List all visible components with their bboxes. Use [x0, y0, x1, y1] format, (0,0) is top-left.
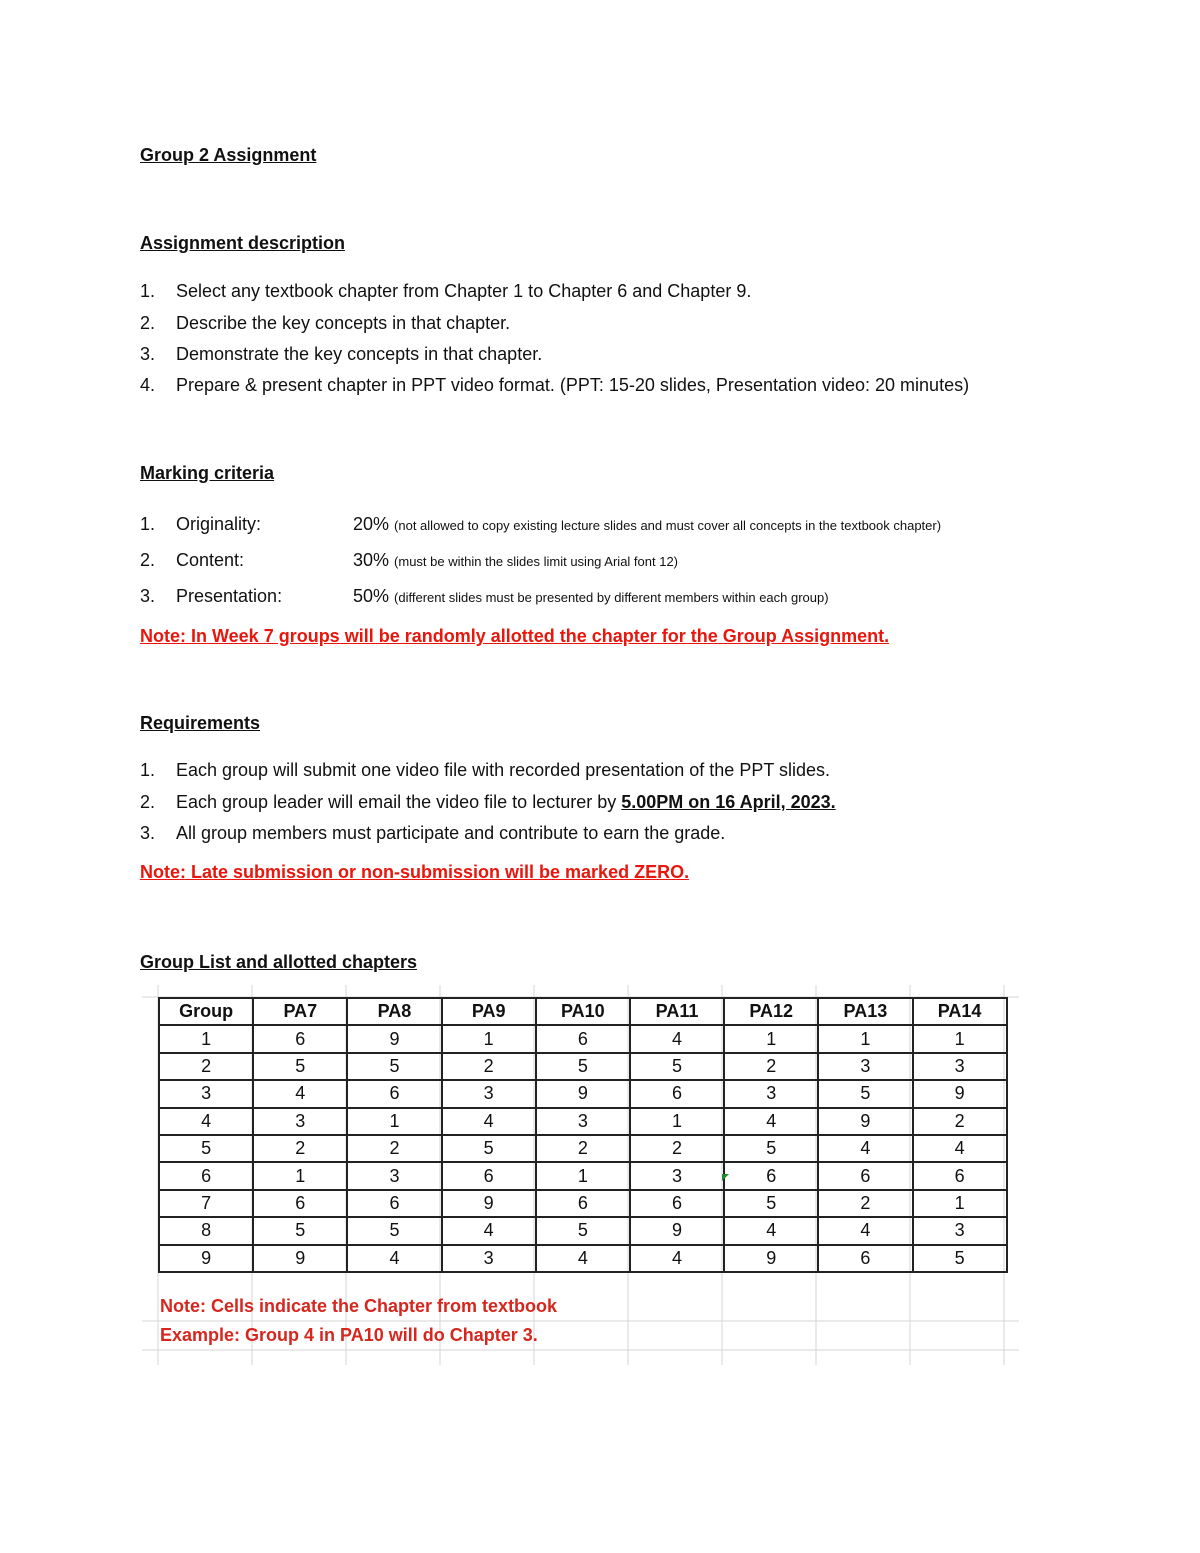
chapter-cell: 9: [630, 1217, 724, 1244]
chapter-cell: 4: [724, 1108, 818, 1135]
chapter-cell: 6: [347, 1190, 441, 1217]
column-header: Group: [159, 998, 253, 1025]
chapter-cell: 1: [442, 1025, 536, 1052]
chapter-cell: 5: [253, 1217, 347, 1244]
chapter-cell: 3: [724, 1080, 818, 1107]
column-header: PA7: [253, 998, 347, 1025]
chapter-allocation-table: [158, 997, 1008, 1273]
chapter-cell: 1: [913, 1190, 1007, 1217]
chapter-cell: 5: [347, 1217, 441, 1244]
group-number-cell: 4: [159, 1108, 253, 1135]
group-number-cell: 6: [159, 1162, 253, 1189]
chapter-cell: 5: [253, 1053, 347, 1080]
chapter-cell: 6: [536, 1025, 630, 1052]
table-header-row: [159, 998, 1007, 1025]
criterion-content: 2. Content: 30% (must be within the slides limit using Arial font 12): [140, 550, 679, 570]
document-title: Group 2 Assignment: [140, 145, 317, 165]
chapter-cell: 4: [347, 1245, 441, 1272]
group-number-cell: 7: [159, 1190, 253, 1217]
sheet-note: Note: Cells indicate the Chapter from textbook: [160, 1296, 558, 1316]
chapter-cell: 4: [253, 1080, 347, 1107]
chapter-cell: 9: [818, 1108, 912, 1135]
chapter-cell: 6: [818, 1162, 912, 1189]
requirement-item: 2. Each group leader will email the video file to lecturer by 5.00PM on 16 April, 2023.: [140, 792, 836, 812]
chapter-cell: 5: [536, 1053, 630, 1080]
chapter-cell: 5: [724, 1190, 818, 1217]
group-number-cell: 9: [159, 1245, 253, 1272]
chapter-cell: 6: [724, 1162, 818, 1189]
chapter-cell: 5: [347, 1053, 441, 1080]
chapter-cell: 3: [442, 1245, 536, 1272]
chapter-cell: 4: [536, 1245, 630, 1272]
chapter-cell: 3: [536, 1108, 630, 1135]
description-item: 3. Demonstrate the key concepts in that chapter.: [140, 344, 543, 364]
group-number-cell: 3: [159, 1080, 253, 1107]
group-number-cell: 5: [159, 1135, 253, 1162]
spreadsheet-snippet: [142, 985, 1019, 1365]
chapter-cell: 5: [442, 1135, 536, 1162]
chapter-cell: 5: [630, 1053, 724, 1080]
marking-note: Note: In Week 7 groups will be randomly allotted the chapter for the Group Assignment.: [140, 626, 890, 646]
criterion-presentation: 3. Presentation: 50% (different slides must be presented by different members within each group): [140, 586, 829, 606]
table-row: [159, 1108, 1007, 1135]
chapter-cell: 6: [347, 1080, 441, 1107]
group-number-cell: 1: [159, 1025, 253, 1052]
table-row: [159, 1080, 1007, 1107]
table-row: [159, 1217, 1007, 1244]
chapter-cell: 2: [253, 1135, 347, 1162]
chapter-cell: 9: [347, 1025, 441, 1052]
chapter-cell: 4: [913, 1135, 1007, 1162]
requirement-item: 3. All group members must participate and contribute to earn the grade.: [140, 823, 726, 843]
chapter-cell: 3: [253, 1108, 347, 1135]
column-header: PA9: [442, 998, 536, 1025]
chapter-cell: 4: [818, 1217, 912, 1244]
cell-comment-marker: [722, 1174, 729, 1181]
table-row: [159, 1135, 1007, 1162]
table-row: [159, 1025, 1007, 1052]
chapter-cell: 3: [347, 1162, 441, 1189]
chapter-cell: 4: [724, 1217, 818, 1244]
description-item: 4. Prepare & present chapter in PPT video format. (PPT: 15-20 slides, Presentation video: 20 minutes): [140, 375, 970, 395]
chapter-cell: 3: [818, 1053, 912, 1080]
chapter-cell: 9: [442, 1190, 536, 1217]
column-header: PA14: [913, 998, 1007, 1025]
table-row: [159, 1053, 1007, 1080]
chapter-cell: 1: [253, 1162, 347, 1189]
chapter-cell: 2: [347, 1135, 441, 1162]
chapter-cell: 1: [536, 1162, 630, 1189]
chapter-cell: 1: [818, 1025, 912, 1052]
criterion-originality: 1. Originality: 20% (not allowed to copy existing lecture slides and must cover all concepts in the textbook chapter): [140, 514, 942, 534]
chapter-cell: 1: [630, 1108, 724, 1135]
chapter-cell: 6: [253, 1190, 347, 1217]
chapter-cell: 4: [442, 1108, 536, 1135]
chapter-cell: 2: [724, 1053, 818, 1080]
deadline-text: 5.00PM on 16 April, 2023.: [621, 792, 836, 812]
chapter-cell: 9: [913, 1080, 1007, 1107]
chapter-cell: 9: [724, 1245, 818, 1272]
description-item: 2. Describe the key concepts in that chapter.: [140, 313, 511, 333]
chapter-cell: 1: [724, 1025, 818, 1052]
column-header: PA13: [818, 998, 912, 1025]
chapter-cell: 2: [913, 1108, 1007, 1135]
chapter-cell: 3: [630, 1162, 724, 1189]
column-header: PA10: [536, 998, 630, 1025]
chapter-cell: 3: [442, 1080, 536, 1107]
group-number-cell: 8: [159, 1217, 253, 1244]
requirements-heading: Requirements: [140, 713, 261, 733]
chapter-cell: 6: [630, 1190, 724, 1217]
chapter-cell: 3: [913, 1053, 1007, 1080]
chapter-cell: 5: [724, 1135, 818, 1162]
chapter-cell: 9: [253, 1245, 347, 1272]
chapter-cell: 4: [442, 1217, 536, 1244]
chapter-cell: 4: [630, 1025, 724, 1052]
chapter-cell: 6: [913, 1162, 1007, 1189]
chapter-cell: 6: [442, 1162, 536, 1189]
group-list-heading: Group List and allotted chapters: [140, 952, 418, 972]
sheet-example: Example: Group 4 in PA10 will do Chapter 3.: [160, 1325, 538, 1345]
chapter-cell: 9: [536, 1080, 630, 1107]
chapter-cell: 5: [913, 1245, 1007, 1272]
chapter-cell: 6: [536, 1190, 630, 1217]
column-header: PA8: [347, 998, 441, 1025]
chapter-cell: 2: [818, 1190, 912, 1217]
chapter-cell: 5: [536, 1217, 630, 1244]
description-heading: Assignment description: [140, 233, 346, 253]
column-header: PA11: [630, 998, 724, 1025]
column-header: PA12: [724, 998, 818, 1025]
chapter-cell: 1: [913, 1025, 1007, 1052]
table-row: [159, 1162, 1007, 1189]
chapter-cell: 2: [630, 1135, 724, 1162]
chapter-cell: 6: [253, 1025, 347, 1052]
chapter-cell: 2: [442, 1053, 536, 1080]
table-row: [159, 1245, 1007, 1272]
chapter-cell: 4: [818, 1135, 912, 1162]
marking-heading: Marking criteria: [140, 463, 275, 483]
chapter-cell: 4: [630, 1245, 724, 1272]
group-number-cell: 2: [159, 1053, 253, 1080]
chapter-cell: 1: [347, 1108, 441, 1135]
chapter-cell: 2: [536, 1135, 630, 1162]
description-item: 1. Select any textbook chapter from Chapter 1 to Chapter 6 and Chapter 9.: [140, 281, 752, 301]
chapter-cell: 6: [818, 1245, 912, 1272]
chapter-cell: 6: [630, 1080, 724, 1107]
requirement-item: 1. Each group will submit one video file with recorded presentation of the PPT slides.: [140, 760, 831, 780]
table-body: [159, 1025, 1007, 1272]
requirements-note: Note: Late submission or non-submission will be marked ZERO.: [140, 862, 690, 882]
chapter-cell: 3: [913, 1217, 1007, 1244]
table-row: [159, 1190, 1007, 1217]
chapter-cell: 5: [818, 1080, 912, 1107]
